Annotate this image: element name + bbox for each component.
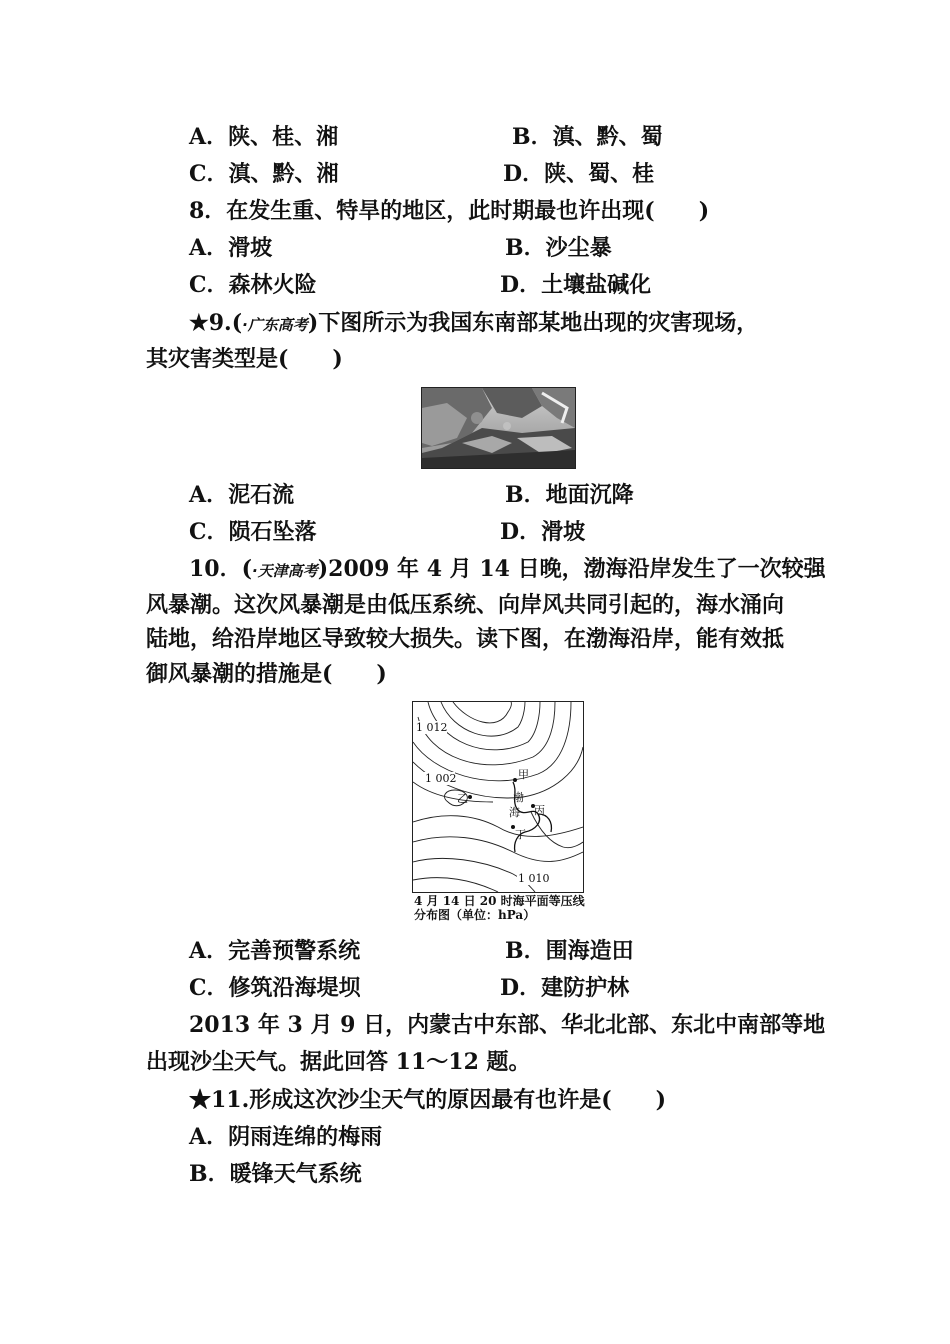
map-label-bo: 渤 bbox=[513, 791, 524, 804]
q9-option-c: C．陨石坠落 bbox=[189, 519, 317, 545]
point-jia bbox=[513, 778, 517, 782]
q9-source: ·广东高考 bbox=[242, 316, 308, 334]
q10-stem-text: )2009 年 4 月 14 日晚，渤海沿岸发生了一次较强 bbox=[317, 556, 826, 582]
q10-option-b: B．围海造田 bbox=[505, 938, 634, 964]
map-caption-line1: 4 月 14 日 20 时海平面等压线 bbox=[414, 894, 585, 908]
isobar-map bbox=[412, 701, 584, 893]
map-label-bing: 丙 bbox=[534, 804, 545, 817]
intro-line1: 2013 年 3 月 9 日，内蒙古中东部、华北北部、东北中南部等地 bbox=[189, 1012, 826, 1038]
point-yi bbox=[468, 795, 472, 799]
q10-stem-line3: 陆地，给沿岸地区导致较大损失。读下图，在渤海沿岸，能有效抵 bbox=[146, 626, 785, 652]
q8-option-a: A．滑坡 bbox=[189, 235, 273, 261]
q10-option-c: C．修筑沿海堤坝 bbox=[189, 975, 361, 1001]
q7-option-d: D．陕、蜀、桂 bbox=[503, 161, 655, 187]
map-caption-line2: 分布图（单位：hPa） bbox=[414, 908, 536, 922]
isobar-map-drawing bbox=[413, 702, 583, 892]
q11-option-b: B．暖锋天气系统 bbox=[189, 1161, 362, 1187]
map-label-ding: 丁 bbox=[515, 828, 526, 841]
q9-option-b: B．地面沉降 bbox=[505, 482, 634, 508]
disaster-photo-image bbox=[422, 388, 575, 468]
q9-option-a: A．泥石流 bbox=[189, 482, 295, 508]
q10-source: ·天津高考 bbox=[252, 562, 318, 580]
map-label-yi: 乙 bbox=[457, 792, 468, 805]
q9-stem-line1 bbox=[189, 310, 758, 338]
q10-option-d: D．建防护林 bbox=[500, 975, 630, 1001]
map-label-jia: 甲 bbox=[518, 768, 529, 781]
isobar-label-1012: 1 012 bbox=[416, 721, 448, 734]
q7-option-c: C．滇、黔、湘 bbox=[189, 161, 339, 187]
isobar-label-1002: 1 002 bbox=[425, 772, 457, 785]
q9-number: ★9.( bbox=[189, 310, 243, 336]
q10-stem-line4: 御风暴潮的措施是( ) bbox=[146, 661, 387, 687]
q10-number: 10．( bbox=[189, 556, 253, 582]
q11-option-a: A．阴雨连绵的梅雨 bbox=[189, 1124, 383, 1150]
isobar-label-1010: 1 010 bbox=[518, 872, 550, 885]
q9-option-d: D．滑坡 bbox=[500, 519, 586, 545]
q9-stem-line2: 其灾害类型是( ) bbox=[146, 346, 343, 372]
q10-stem-line1 bbox=[189, 556, 826, 584]
q10-stem-line2: 风暴潮。这次风暴潮是由低压系统、向岸风共同引起的，海水涌向 bbox=[146, 592, 785, 618]
q8-option-b: B．沙尘暴 bbox=[505, 235, 612, 261]
q7-option-a: A．陕、桂、湘 bbox=[189, 124, 339, 150]
q8-option-d: D．土壤盐碱化 bbox=[500, 272, 652, 298]
intro-line2: 出现沙尘天气。据此回答 11～12 题。 bbox=[146, 1049, 531, 1075]
q9-stem-text: )下图所示为我国东南部某地出现的灾害现场， bbox=[307, 310, 759, 336]
q8-stem: 8．在发生重、特旱的地区，此时期最也许出现( ) bbox=[189, 198, 710, 224]
map-label-hai: 海 bbox=[509, 806, 520, 819]
q7-option-b: B．滇、黔、蜀 bbox=[512, 124, 663, 150]
q8-option-c: C．森林火险 bbox=[189, 272, 317, 298]
disaster-photo bbox=[421, 387, 576, 469]
q10-option-a: A．完善预警系统 bbox=[189, 938, 361, 964]
q11-stem: ★11.形成这次沙尘天气的原因最有也许是( ) bbox=[189, 1087, 667, 1113]
